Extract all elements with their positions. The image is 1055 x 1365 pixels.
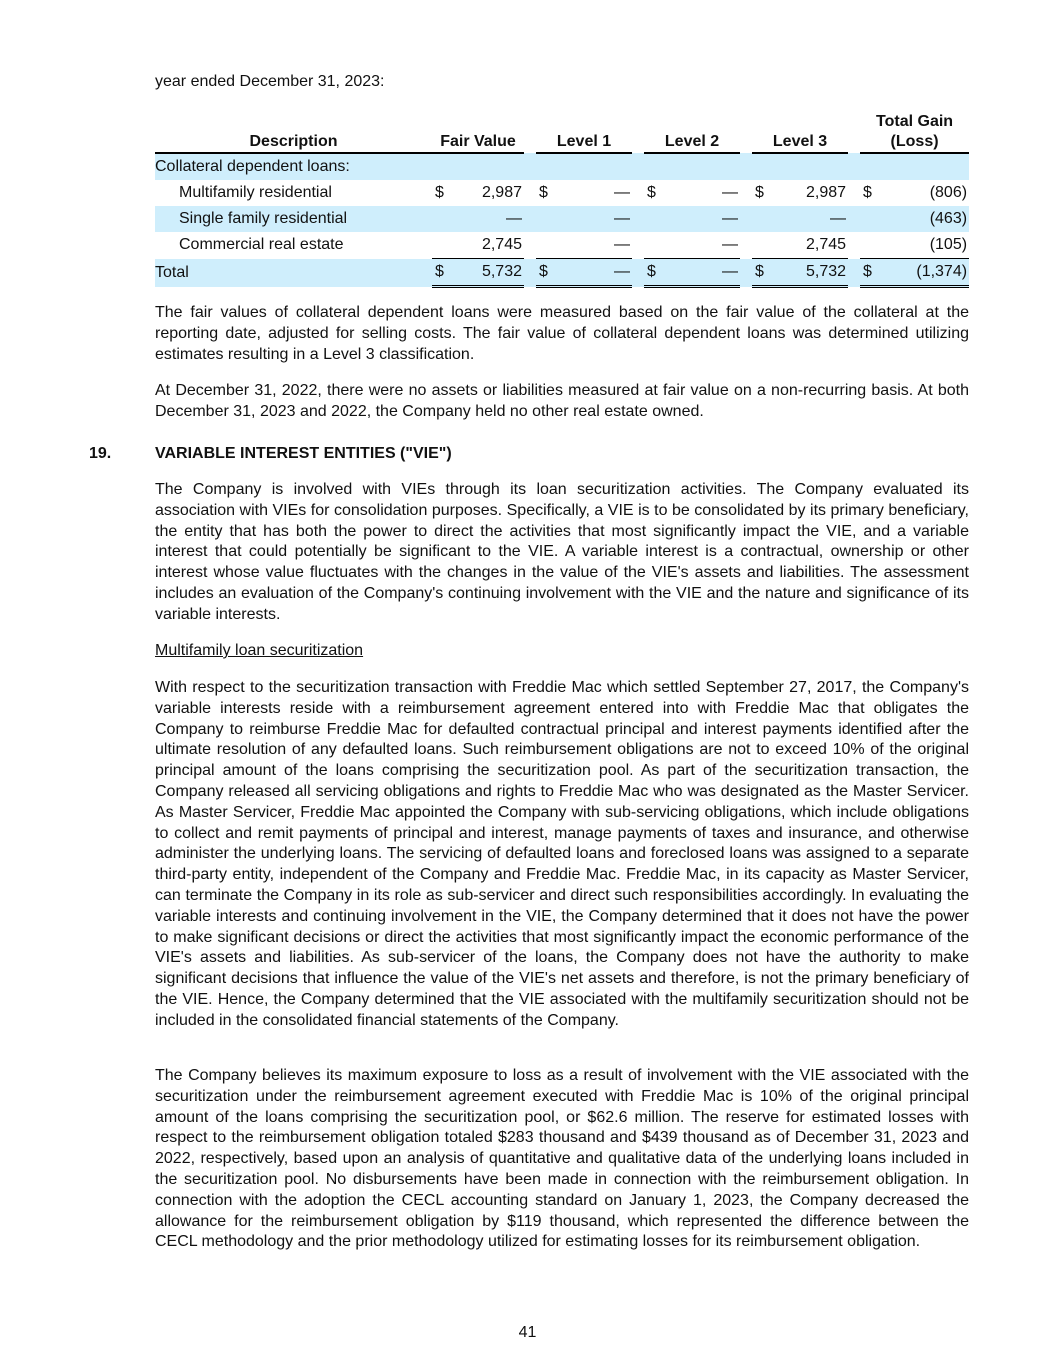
col-header-level3: Level 3 — [752, 112, 848, 153]
col-header-level2: Level 2 — [644, 112, 740, 153]
level2-cell: — — [722, 184, 739, 201]
level2-cell: — — [660, 232, 740, 259]
currency-symbol: $ — [539, 184, 548, 201]
row-description: Commercial real estate — [179, 236, 344, 254]
table-row — [155, 180, 969, 206]
fair-value-cell: 2,745 — [448, 232, 524, 259]
total-gain-loss-cell: (105) — [876, 232, 969, 259]
row-description: Multifamily residential — [179, 184, 332, 201]
col-header-fair-value: Fair Value — [432, 112, 524, 153]
table-total-row — [155, 259, 969, 287]
level3-cell: — — [768, 206, 848, 232]
col-header-description: Description — [155, 112, 432, 153]
total-gain-loss-cell: (463) — [876, 206, 969, 232]
subheading-multifamily: Multifamily loan securitization — [155, 642, 364, 659]
table-group-row — [155, 153, 969, 180]
currency-symbol — [752, 206, 768, 232]
total-fair-value: 5,732 — [448, 259, 524, 287]
currency-symbol: $ — [435, 184, 444, 201]
fair-value-table — [155, 112, 969, 288]
col-header-total-gain-line2: (Loss) — [890, 133, 939, 150]
col-header-total-gain-loss — [860, 112, 969, 153]
col-header-level1: Level 1 — [536, 112, 632, 153]
currency-symbol: $ — [432, 259, 448, 287]
currency-symbol — [432, 206, 448, 232]
total-level1: — — [552, 259, 632, 287]
currency-symbol — [536, 232, 552, 259]
currency-symbol — [860, 232, 876, 259]
currency-symbol — [644, 206, 660, 232]
col-header-total-gain-line1: Total Gain — [876, 113, 954, 130]
level3-cell: 2,745 — [768, 232, 848, 259]
lead-text: year ended December 31, 2023: — [155, 73, 385, 90]
level3-cell: 2,987 — [806, 184, 847, 201]
level1-cell: — — [552, 206, 632, 232]
fair-value-cell: 2,987 — [481, 184, 522, 201]
total-level2: — — [660, 259, 740, 287]
currency-symbol: $ — [647, 184, 656, 201]
total-level3: 5,732 — [768, 259, 848, 287]
table-row — [155, 232, 969, 259]
currency-symbol — [432, 232, 448, 259]
currency-symbol: $ — [863, 184, 872, 201]
paragraph-fair-value-method: The fair values of collateral dependent loans were measured based on the fair value of the collateral at the reporting date, adjusted for selling costs. The fair value of collateral dependent loans was determined utilizing estimates resulting in a Level 3 classification. — [155, 304, 969, 363]
currency-symbol: $ — [536, 259, 552, 287]
currency-symbol — [860, 206, 876, 232]
total-gain-loss: (1,374) — [876, 259, 969, 287]
section-number: 19. — [89, 445, 112, 462]
currency-symbol: $ — [755, 184, 764, 201]
paragraph-exposure: The Company believes its maximum exposure to loss as a result of involvement with the VIE associated with the securitization under the reimbursement agreement executed with Freddie Mac is 10% of the original principal amount of the loans comprising the securitization pool, or $62.6 million. The reserve for estimated losses with respect to the reimbursement obligation totaled $283 thousand and $439 thousand as of December 31, 2023 and 2022, respectively, based upon an analysis of quantitative and qualitative data of the underlying loans included in the securitization pool. No disbursements have been made in connection with the reimbursement obligation. In connection with the adoption the CECL accounting standard on January 1, 2023, the Company decreased the allowance for the reimbursement obligation by $119 thousand, which represented the difference between the CECL methodology and the prior methodology utilized for estimating losses for its reimbursement obligation. — [155, 1067, 969, 1251]
currency-symbol: $ — [860, 259, 876, 287]
fair-value-cell: — — [448, 206, 524, 232]
level2-cell: — — [660, 206, 740, 232]
level1-cell: — — [614, 184, 631, 201]
currency-symbol — [536, 206, 552, 232]
row-description: Single family residential — [155, 206, 432, 232]
paragraph-vie-overview: The Company is involved with VIEs through its loan securitization activities. The Company evaluated its association with VIEs for consolidation purposes. Specifically, a VIE is to be consolidated by its primary beneficiary, the entity that has both the power to direct the activities that most significantly impact the VIE, and a variable interest that could potentially be significant to the VIE. A variable interest is a contractual, ownership or other interest whose value fluctuates with the changes in the value of the VIE's assets and liabilities. The assessment includes an evaluation of the Company's continuing involvement with the VIE and the nature and significance of its variable interests. — [155, 481, 969, 623]
group-label: Collateral dependent loans: — [155, 153, 969, 180]
paragraph-non-recurring: At December 31, 2022, there were no assets or liabilities measured at fair value on a non-recurring basis. At both December 31, 2023 and 2022, the Company held no other real estate owned. — [155, 382, 969, 420]
level1-cell: — — [552, 232, 632, 259]
table-row — [155, 206, 969, 232]
currency-symbol: $ — [644, 259, 660, 287]
table-header-row — [155, 112, 969, 153]
currency-symbol — [644, 232, 660, 259]
page-number: 41 — [518, 1324, 537, 1341]
currency-symbol: $ — [752, 259, 768, 287]
total-label: Total — [155, 259, 432, 287]
section-title: VARIABLE INTEREST ENTITIES ("VIE") — [155, 445, 452, 462]
currency-symbol — [752, 232, 768, 259]
total-gain-loss-cell: (806) — [929, 184, 968, 201]
paragraph-securitization: With respect to the securitization transaction with Freddie Mac which settled September 27, 2017, the Company's variable interests reside with a reimbursement agreement entered into with Freddie Mac that obligates the Company to reimburse Freddie Mac for defaulted contractual principal and interest payments identified after the ultimate resolution of any defaulted loans. Such reimbursement obligations are not to exceed 10% of the original principal amount of the loans comprising the securitization pool. As part of the securitization transaction, the Company released all servicing obligations and rights to Freddie Mac who was designated as the Master Servicer. As Master Servicer, Freddie Mac appointed the Company with sub-servicing obligations, which include obligations to collect and remit payments of principal and interest, manage payments of taxes and insurance, and otherwise administer the underlying loans. The servicing of defaulted loans and foreclosed loans was assigned to a separate third-party entity, independent of the Company and Freddie Mac. Freddie Mac, in its capacity as Master Servicer, can terminate the Company in its role as sub-servicer and direct such responsibilities accordingly. In evaluating the variable interests and continuing involvement in the VIE, the Company determined that it does not have the power to make significant decisions or direct the activities that most significantly impact the economic performance of the VIE's assets and liabilities. As sub-servicer of the loans, the Company does not have the authority to make significant decisions that influence the value of the VIE's net assets and therefore, is not the primary beneficiary of the VIE. Hence, the Company determined that the VIE associated with the multifamily securitization should not be included in the consolidated financial statements of the Company. — [155, 679, 969, 1029]
